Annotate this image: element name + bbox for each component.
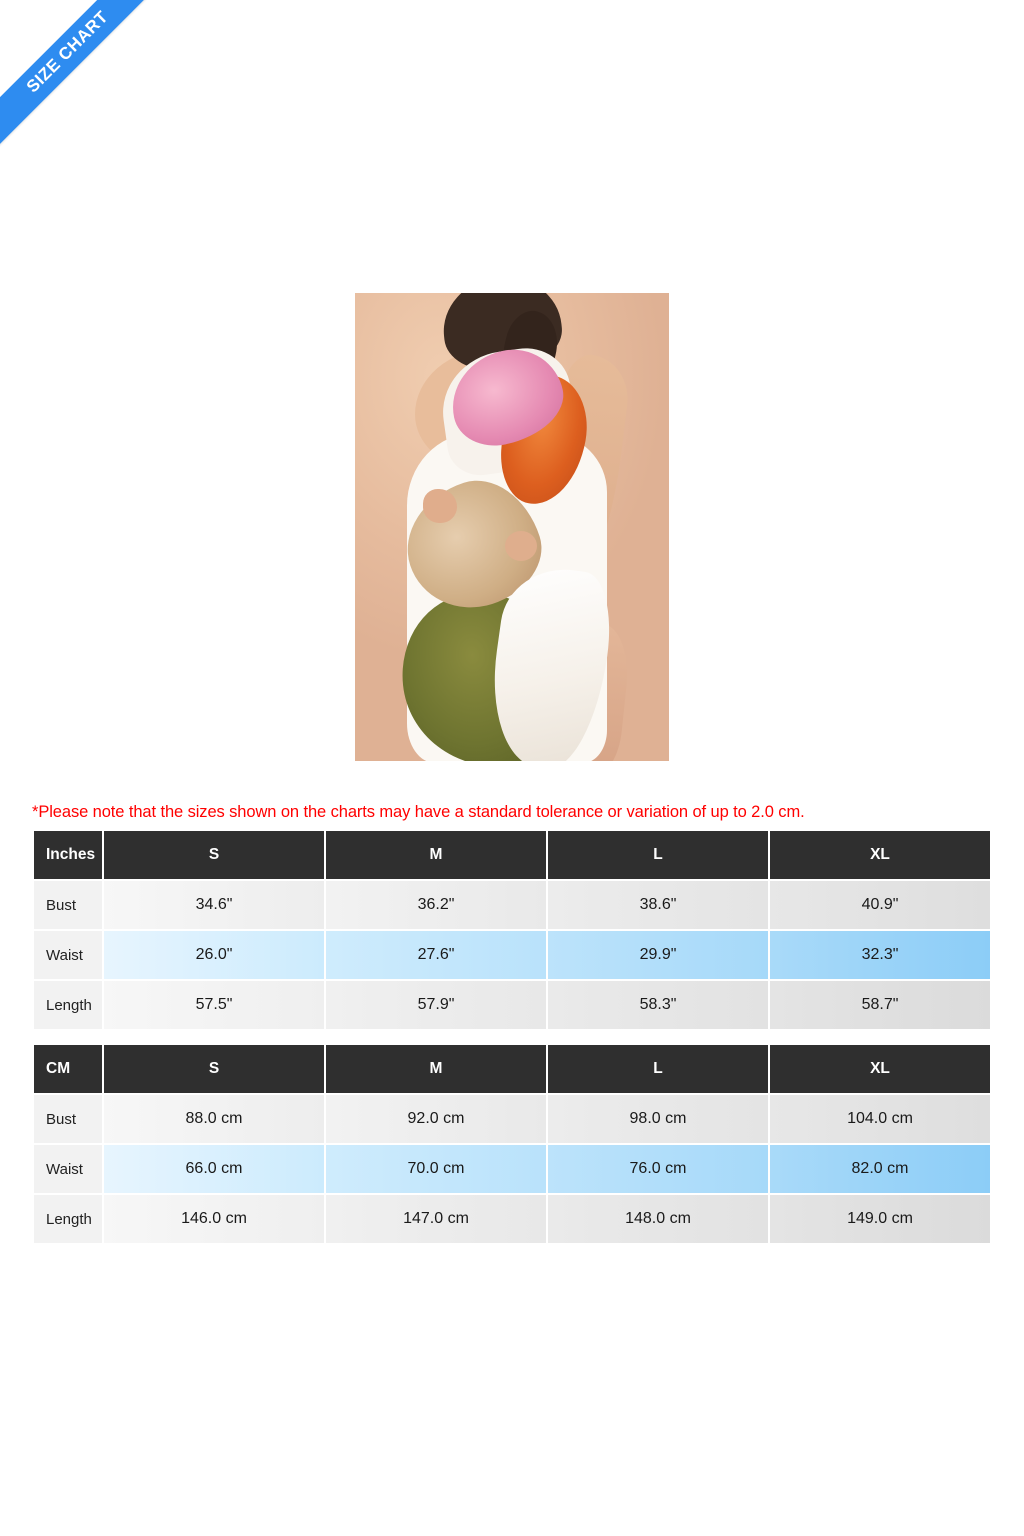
tolerance-note: *Please note that the sizes shown on the charts may have a standard tolerance or variation of up to 2.0 cm. [32, 802, 805, 821]
row-label-waist: Waist [34, 931, 102, 979]
cell-length-m: 147.0 cm [326, 1195, 546, 1243]
cell-bust-xl: 104.0 cm [770, 1095, 990, 1143]
row-label-length: Length [34, 981, 102, 1029]
column-header-m: M [326, 1045, 546, 1093]
row-label-length: Length [34, 1195, 102, 1243]
column-header-l: L [548, 1045, 768, 1093]
table-row [34, 881, 990, 929]
row-label-waist: Waist [34, 1145, 102, 1193]
column-header-l: L [548, 831, 768, 879]
cell-waist-xl: 82.0 cm [770, 1145, 990, 1193]
table-row [34, 1195, 990, 1243]
cell-bust-m: 36.2" [326, 881, 546, 929]
table-row [34, 981, 990, 1029]
unit-header-inches: Inches [34, 831, 102, 879]
column-header-xl: XL [770, 1045, 990, 1093]
size-chart-ribbon [0, 0, 190, 190]
size-chart-ribbon-label: SIZE CHART [0, 0, 165, 149]
cell-bust-s: 88.0 cm [104, 1095, 324, 1143]
cell-bust-s: 34.6" [104, 881, 324, 929]
model-hand-right [505, 531, 537, 561]
column-header-s: S [104, 1045, 324, 1093]
cell-length-m: 57.9" [326, 981, 546, 1029]
unit-header-cm: CM [34, 1045, 102, 1093]
cell-waist-s: 66.0 cm [104, 1145, 324, 1193]
model-hand-left [423, 489, 457, 523]
dress-photo-illustration [355, 293, 669, 761]
cell-bust-m: 92.0 cm [326, 1095, 546, 1143]
cell-length-l: 148.0 cm [548, 1195, 768, 1243]
column-header-xl: XL [770, 831, 990, 879]
product-image [355, 293, 669, 761]
column-header-m: M [326, 831, 546, 879]
table-header-row [34, 1045, 990, 1093]
table-row [34, 1095, 990, 1143]
cell-length-xl: 149.0 cm [770, 1195, 990, 1243]
cell-bust-xl: 40.9" [770, 881, 990, 929]
cell-bust-l: 38.6" [548, 881, 768, 929]
row-label-bust: Bust [34, 881, 102, 929]
cell-waist-l: 76.0 cm [548, 1145, 768, 1193]
cell-waist-m: 27.6" [326, 931, 546, 979]
row-label-bust: Bust [34, 1095, 102, 1143]
cell-length-l: 58.3" [548, 981, 768, 1029]
cell-waist-s: 26.0" [104, 931, 324, 979]
table-header-row [34, 831, 990, 879]
cell-waist-l: 29.9" [548, 931, 768, 979]
size-chart-inches [32, 829, 992, 1031]
column-header-s: S [104, 831, 324, 879]
cell-length-xl: 58.7" [770, 981, 990, 1029]
size-chart-cm [32, 1043, 992, 1245]
table-row [34, 1145, 990, 1193]
cell-length-s: 146.0 cm [104, 1195, 324, 1243]
cell-waist-m: 70.0 cm [326, 1145, 546, 1193]
table-row [34, 931, 990, 979]
cell-length-s: 57.5" [104, 981, 324, 1029]
cell-bust-l: 98.0 cm [548, 1095, 768, 1143]
cell-waist-xl: 32.3" [770, 931, 990, 979]
